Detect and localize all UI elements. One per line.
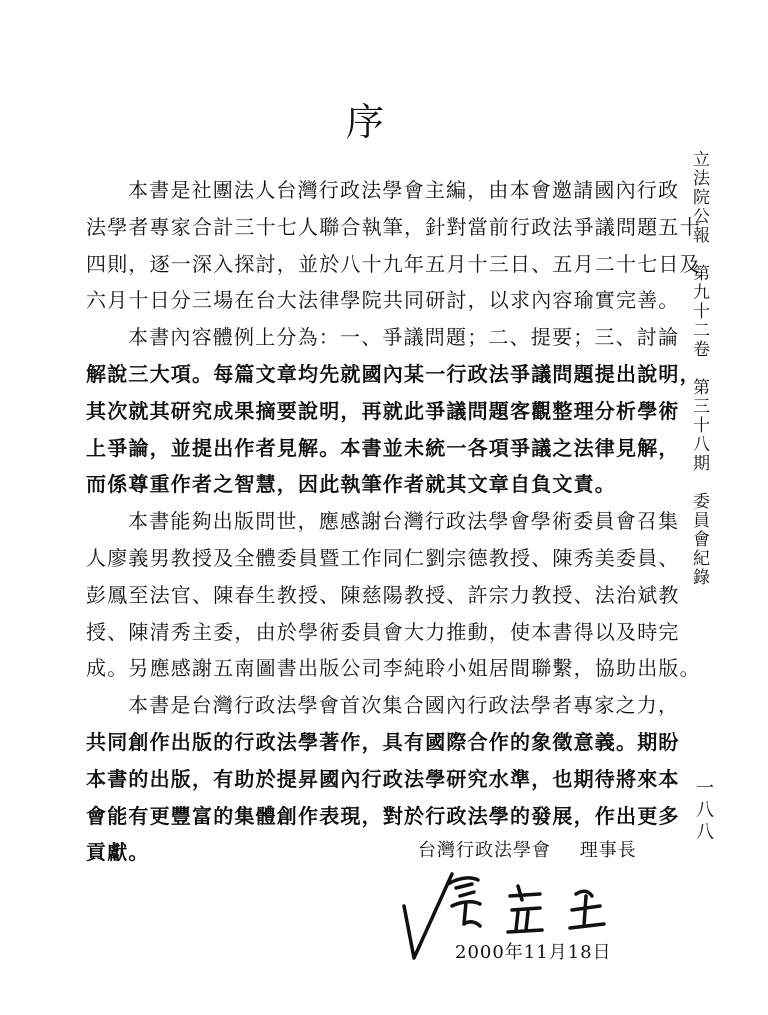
text-line: 貢獻。 bbox=[86, 840, 150, 865]
text-line: 會能有更豐富的集體創作表現，對於行政法學的發展，作出更多 bbox=[86, 803, 680, 828]
text-line: 人廖義男教授及全體委員暨工作同仁劉宗德教授、陳秀美委員、 bbox=[86, 545, 680, 570]
organization-name: 台灣行政法學會 bbox=[418, 840, 551, 861]
text-line: 彭鳳至法官、陳春生教授、陳慈陽教授、許宗力教授、法治斌教 bbox=[86, 582, 680, 607]
text-line: 本書是社團法人台灣行政法學會主編，由本會邀請國內行政 bbox=[128, 178, 680, 202]
text-line: 成。另應感謝五南圖書出版公司李純聆小姐居間聯繫，協助出版。 bbox=[86, 656, 701, 681]
text-line: 法學者專家合計三十七人聯合執筆，針對當前行政法爭議問題五十 bbox=[86, 214, 701, 239]
text-line: 本書能夠出版問世，應感謝台灣行政法學會學術委員會召集 bbox=[128, 509, 680, 534]
text-line: 本書內容體例上分為：一、爭議問題；二、提要；三、討論 bbox=[128, 325, 680, 350]
text-line: 六月十日分三場在台大法律學院共同研討，以求內容瑜實完善。 bbox=[86, 288, 680, 313]
signatory-role: 理事長 bbox=[579, 840, 637, 861]
page-title: 序 bbox=[345, 100, 384, 144]
text-line: 授、陳清秀主委，由於學術委員會大力推動，使本書得以及時完 bbox=[86, 619, 680, 644]
text-line: 上爭論，並提出作者見解。本書並未統一各項爭議之法律見解， bbox=[86, 435, 680, 460]
signatory-line bbox=[418, 836, 637, 862]
section-label: 委員會紀錄 bbox=[689, 492, 709, 587]
text-line: 而係尊重作者之智慧，因此執筆作者就其文章自負文責。 bbox=[86, 472, 616, 497]
text-line: 其次就其研究成果摘要說明，再就此爭議問題客觀整理分析學術 bbox=[86, 398, 680, 423]
margin-header bbox=[686, 150, 712, 587]
text-line: 本書的出版，有助於提昇國內行政法學研究水準，也期待將來本 bbox=[86, 766, 680, 791]
text-line: 本書是台灣行政法學會首次集合國內行政法學者專家之力， bbox=[128, 693, 680, 718]
publication-name: 立法院公報 bbox=[689, 150, 709, 245]
text-line: 解說三大項。每篇文章均先就國內某一行政法爭議問題提出說明， bbox=[86, 361, 701, 386]
signature-date: 2000年11月18日 bbox=[455, 942, 612, 963]
text-line: 四則，逐一深入探討，並於八十九年五月十三日、五月二十七日及 bbox=[86, 251, 701, 276]
issue-label: 第三十八期 bbox=[689, 378, 709, 473]
page-number: 一八八 bbox=[693, 778, 714, 844]
text-line: 共同創作出版的行政法學著作，具有國際合作的象徵意義。期盼 bbox=[86, 729, 680, 754]
volume-label: 第九十二卷 bbox=[689, 264, 709, 359]
